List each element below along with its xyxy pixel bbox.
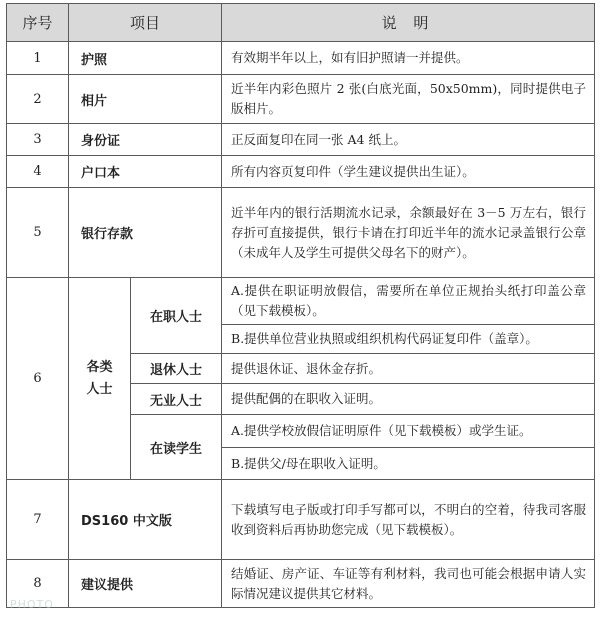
row-item [69,278,131,480]
row-item: 建议提供 [69,560,222,608]
subgroup-description: A.提供学校放假信证明原件（见下载模板）或学生证。 [222,415,595,448]
row-description: 结婚证、房产证、车证等有利材料，我司也可能会根据申请人实际情况建议提供其它材料。 [222,560,595,608]
subgroup-label: 在读学生 [131,415,222,480]
header-row [7,4,595,42]
table-row [7,278,595,325]
row-description: 正反面复印在同一张 A4 纸上。 [222,124,595,156]
row-number: 2 [7,75,69,124]
row-description: 近半年内彩色照片 2 张(白底光面，50x50mm)，同时提供电子版相片。 [222,75,595,124]
row-item: 相片 [69,75,222,124]
row-item: 护照 [69,42,222,75]
subgroup-label: 在职人士 [131,278,222,354]
row-number: 6 [7,278,69,480]
row-item: DS160 中文版 [69,480,222,560]
header-item: 项目 [69,4,222,42]
header-description: 说 明 [222,4,595,42]
row-number: 1 [7,42,69,75]
row-description: 有效期半年以上，如有旧护照请一并提供。 [222,42,595,75]
table-row [7,124,595,156]
row-number: 5 [7,188,69,278]
subgroup-description: A.提供在职证明放假信，需要所在单位正规抬头纸打印盖公章（见下载模板）。 [222,278,595,325]
requirements-table [6,3,595,608]
row-item: 户口本 [69,156,222,188]
row-item: 身份证 [69,124,222,156]
subgroup-description: 提供配偶的在职收入证明。 [222,384,595,415]
header-number: 序号 [7,4,69,42]
table-row [7,560,595,608]
row-number: 7 [7,480,69,560]
table-row [7,156,595,188]
table-row [7,42,595,75]
subgroup-description: 提供退休证、退休金存折。 [222,354,595,384]
table-row [7,75,595,124]
row-description: 下载填写电子版或打印手写都可以，不明白的空着，待我司客服收到资料后再协助您完成（见下载模板）。 [222,480,595,560]
table-row [7,188,595,278]
subgroup-label: 无业人士 [131,384,222,415]
row-item: 银行存款 [69,188,222,278]
subgroup-description: B.提供单位营业执照或组织机构代码证复印件（盖章）。 [222,325,595,354]
subgroup-label: 退休人士 [131,354,222,384]
row-number: 3 [7,124,69,156]
row-description: 近半年内的银行活期流水记录，余额最好在 3－5 万左右，银行存折可直接提供，银行卡请在打印近半年的流水记录盖银行公章（未成年人及学生可提供父母名下的财产）。 [222,188,595,278]
row-description: 所有内容页复印件（学生建议提供出生证）。 [222,156,595,188]
subgroup-description: B.提供父/母在职收入证明。 [222,448,595,480]
watermark: PHOTO [10,598,54,611]
row-number: 8 [7,560,69,608]
row-item-label: 各类人士 [86,359,113,397]
row-number: 4 [7,156,69,188]
table-row [7,480,595,560]
